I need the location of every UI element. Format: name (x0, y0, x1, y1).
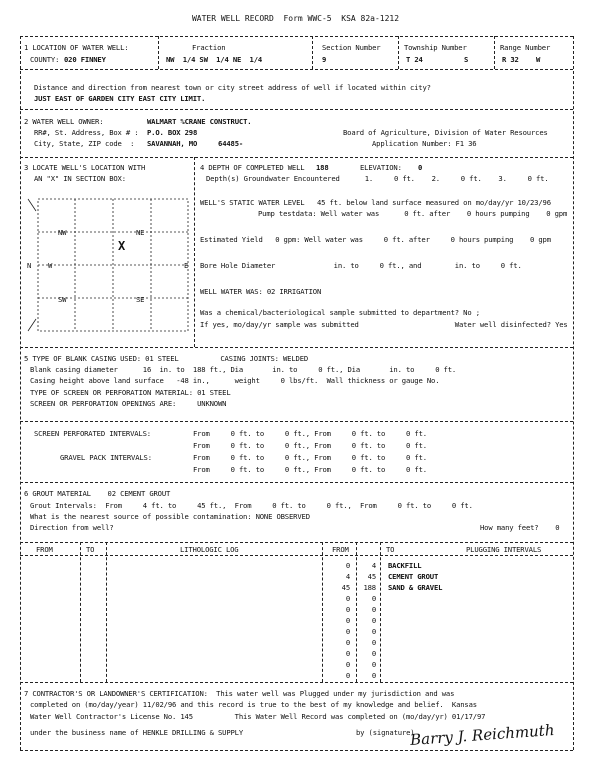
yield-line: Estimated Yield 0 gpm: Well water was 0 ft. after 0 hours pumping 0 gpm (200, 235, 551, 244)
board-text: Board of Agriculture, Division of Water Resources (343, 128, 548, 137)
township-label: Township Number (404, 43, 467, 52)
log-from-header: FROM (36, 545, 53, 554)
plug-from-cell: 45 (341, 583, 350, 592)
how-many-feet: How many feet? 0 (480, 523, 560, 532)
plug-desc-cell: BACKFILL (388, 561, 422, 570)
grid-north-label: N (27, 261, 32, 270)
gravel-label: GRAVEL PACK INTERVALS: (60, 453, 152, 462)
cert-line-1: 7 CONTRACTOR'S OR LANDOWNER'S CERTIFICATION: This water well was Plugged under my jurisdiction and was (24, 689, 455, 698)
plug-from-header: FROM (332, 545, 349, 554)
plug-to-header: TO (386, 545, 395, 554)
city-value: SAVANNAH, MO 64485- (147, 139, 244, 148)
perforated-row-1: From 0 ft. to 0 ft., From 0 ft. to 0 ft. (193, 429, 427, 438)
city-label: City, State, ZIP code : (34, 139, 135, 148)
plug-to-cell: 0 (371, 660, 376, 669)
casing-height-line: Casing height above land surface -48 in., weight 0 lbs/ft. Wall thickness or gauge No. (30, 376, 440, 385)
signature-label: by (signature) (356, 728, 415, 737)
cert-line-3: Water Well Contractor's License No. 145 This Water Well Record was completed on (mo/day/yr) 01/17/97 (30, 712, 486, 721)
rule-log-head (20, 555, 573, 556)
blank-casing-line: Blank casing diameter 16 in. to 188 ft., Dia in. to 0 ft., Dia in. to 0 ft. (30, 365, 457, 374)
section-label: Section Number (322, 43, 381, 52)
grid-nw-label: NW (58, 228, 67, 237)
rule-log-top (20, 542, 573, 543)
section-value: 9 (322, 55, 327, 64)
log-to-header: TO (86, 545, 95, 554)
sep-log-to2 (380, 542, 381, 682)
rule-s7-top (20, 682, 573, 683)
address-value: P.O. BOX 298 (147, 128, 198, 137)
static-level-line: WELL'S STATIC WATER LEVEL 45 ft. below land surface measured on mo/day/yr 10/23/96 (200, 198, 551, 207)
plug-to-cell: 0 (371, 649, 376, 658)
plug-to-cell: 0 (371, 627, 376, 636)
groundwater-line: Depth(s) Groundwater Encountered 1. 0 ft. 2. 0 ft. 3. 0 ft. (206, 174, 549, 183)
plug-from-cell: 0 (345, 627, 350, 636)
rule-s3-top (20, 157, 573, 158)
signature: Barry J. Reichmuth (409, 720, 555, 750)
plug-to-cell: 0 (371, 594, 376, 603)
rule-s5-top (20, 347, 573, 348)
township-value: T 24 (406, 55, 423, 64)
rule-s6-top (20, 482, 573, 483)
screen-type-line: TYPE OF SCREEN OR PERFORATION MATERIAL: 01 STEEL (30, 388, 231, 397)
border-right (573, 36, 574, 750)
owner-label: 2 WATER WELL OWNER: (24, 117, 104, 126)
plug-from-cell: 0 (345, 649, 350, 658)
sep-log-litho (322, 542, 323, 682)
perforated-label: SCREEN PERFORATED INTERVALS: (34, 429, 151, 438)
locate-label-1: 3 LOCATE WELL'S LOCATION WITH (24, 163, 146, 172)
grid-west-label: W (48, 261, 53, 270)
well-location-mark: X (118, 239, 126, 253)
form-title: WATER WELL RECORD Form WWC-5 KSA 82a-1212 (191, 14, 400, 23)
fraction-label: Fraction (192, 43, 226, 52)
sep-section (312, 36, 313, 69)
plug-from-cell: 0 (345, 561, 350, 570)
locate-label-2: AN "X" IN SECTION BOX: (34, 174, 126, 183)
elevation-value: 0 (418, 163, 423, 172)
county-value: 020 FINNEY (64, 55, 106, 64)
sep-s3-s4 (194, 157, 195, 347)
grout-material-line: 6 GROUT MATERIAL 02 CEMENT GROUT (24, 489, 171, 498)
rule-bottom (20, 750, 573, 751)
gravel-row-1: From 0 ft. to 0 ft., From 0 ft. to 0 ft. (193, 453, 427, 462)
rule-s2-top (20, 109, 573, 110)
sep-fraction (158, 36, 159, 69)
sep-township (398, 36, 399, 69)
plug-from-cell: 0 (345, 616, 350, 625)
bore-line: Bore Hole Diameter in. to 0 ft., and in. to 0 ft. (200, 261, 522, 270)
plug-desc-cell: CEMENT GROUT (388, 572, 439, 581)
plug-to-cell: 188 (363, 583, 376, 592)
openings-line: SCREEN OR PERFORATION OPENINGS ARE: UNKNOWN (30, 399, 227, 408)
litho-log-header: LITHOLOGIC LOG (180, 545, 239, 554)
grid-se-label: SE (136, 295, 145, 304)
grid-sw-label: SW (58, 295, 67, 304)
plug-to-cell: 0 (371, 616, 376, 625)
contamination-line: What is the nearest source of possible contamination: NONE OBSERVED (30, 512, 310, 521)
plug-to-cell: 0 (371, 638, 376, 647)
rule-s1 (20, 69, 573, 70)
owner-value: WALMART %CRANE CONSTRUCT. (147, 117, 252, 126)
plug-to-cell: 45 (367, 572, 376, 581)
plug-to-cell: 0 (371, 671, 376, 680)
location-label: 1 LOCATION OF WATER WELL: (24, 43, 129, 52)
application-number: Application Number: F1 36 (372, 139, 477, 148)
address-label: RR#, St. Address, Box # : (34, 128, 139, 137)
use-line: WELL WATER WAS: 02 IRRIGATION (200, 287, 322, 296)
sep-log-to (106, 542, 107, 682)
range-direction: W (536, 55, 541, 64)
plug-from-cell: 4 (345, 572, 350, 581)
grid-east-label: E (184, 261, 189, 270)
county-label: COUNTY: (30, 55, 60, 64)
border-left (20, 36, 21, 750)
sep-range (494, 36, 495, 69)
fraction-value: NW 1/4 SW 1/4 NE 1/4 (166, 55, 263, 64)
plug-desc-cell: SAND & GRAVEL (388, 583, 443, 592)
sep-log-from (80, 542, 81, 682)
sample-date-line: If yes, mo/day/yr sample was submitted Water well disinfected? Yes (200, 320, 568, 329)
direction-label: Direction from well? (30, 523, 114, 532)
township-direction: S (464, 55, 469, 64)
perforated-row-2: From 0 ft. to 0 ft., From 0 ft. to 0 ft. (193, 441, 427, 450)
grout-intervals-line: Grout Intervals: From 4 ft. to 45 ft., From 0 ft. to 0 ft., From 0 ft. to 0 ft. (30, 501, 473, 510)
gravel-row-2: From 0 ft. to 0 ft., From 0 ft. to 0 ft. (193, 465, 427, 474)
rule-top (20, 36, 573, 37)
rule-s5b (20, 421, 573, 422)
depth-value: 188 (316, 163, 329, 172)
range-value: R 32 (502, 55, 519, 64)
distance-question: Distance and direction from nearest town or city street address of well if located within city? (34, 83, 431, 92)
plug-to-cell: 4 (371, 561, 376, 570)
elevation-label: ELEVATION: (360, 163, 402, 172)
pump-test-line: Pump testdata: Well water was 0 ft. after 0 hours pumping 0 gpm (258, 209, 568, 218)
plug-from-cell: 0 (345, 594, 350, 603)
plug-from-cell: 0 (345, 638, 350, 647)
plug-intervals-header: PLUGGING INTERVALS (466, 545, 542, 554)
casing-type-line: 5 TYPE OF BLANK CASING USED: 01 STEEL CASING JOINTS: WELDED (24, 354, 309, 363)
range-label: Range Number (500, 43, 551, 52)
distance-answer: JUST EAST OF GARDEN CITY EAST CITY LIMIT. (34, 94, 206, 103)
plug-from-cell: 0 (345, 671, 350, 680)
plug-to-cell: 0 (371, 605, 376, 614)
plug-from-cell: 0 (345, 660, 350, 669)
plug-from-cell: 0 (345, 605, 350, 614)
cert-line-4: under the business name of HENKLE DRILLING & SUPPLY (30, 728, 244, 737)
grid-ne-label: NE (136, 228, 145, 237)
cert-line-2: completed on (mo/day/year) 11/02/96 and this record is true to the best of my knowledge and belief. Kansas (30, 700, 477, 709)
depth-label: 4 DEPTH OF COMPLETED WELL (200, 163, 305, 172)
chem-sample-line: Was a chemical/bacteriological sample submitted to department? No ; (200, 308, 480, 317)
